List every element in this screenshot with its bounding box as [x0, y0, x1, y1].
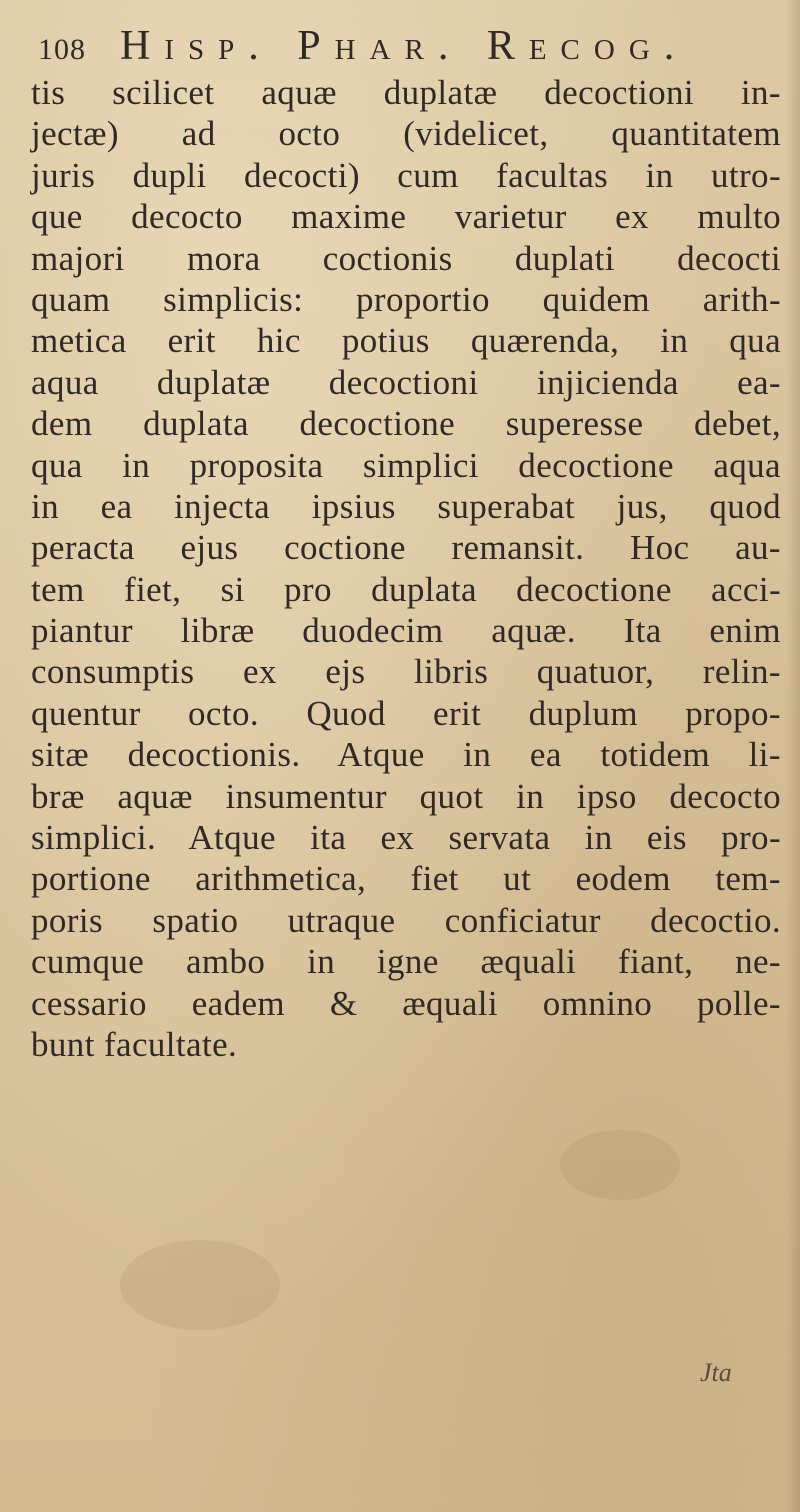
text-line: quentur octo. Quod erit duplum propo- — [31, 693, 781, 733]
text-line: cumque ambo in igne æquali fiant, ne- — [31, 942, 781, 982]
text-line: metica erit hic potius quærenda, in qua — [31, 321, 781, 361]
text-line: que decocto maxime varietur ex multo — [31, 197, 781, 237]
text-line: tem fiet, si pro duplata decoctione acci- — [31, 569, 781, 609]
page-number: 108 — [38, 33, 86, 66]
text-line: qua in proposita simplici decoctione aqua — [31, 445, 781, 485]
body-text — [31, 72, 781, 1065]
paper-stain — [120, 1240, 280, 1330]
text-line: majori mora coctionis duplati decocti — [31, 238, 781, 278]
running-head — [38, 22, 778, 72]
text-line: quam simplicis: proportio quidem arith- — [31, 279, 781, 319]
text-line: aqua duplatæ decoctioni injicienda ea- — [31, 362, 781, 402]
text-line: sitæ decoctionis. Atque in ea totidem li- — [31, 735, 781, 775]
paper-stain — [560, 1130, 680, 1200]
text-line: in ea injecta ipsius superabat jus, quod — [31, 486, 781, 526]
text-line: dem duplata decoctione superesse debet, — [31, 404, 781, 444]
text-line: juris dupli decocti) cum facultas in utro- — [31, 155, 781, 195]
text-line: portione arithmetica, fiet ut eodem tem- — [31, 859, 781, 899]
text-line: piantur libræ duodecim aquæ. Ita enim — [31, 611, 781, 651]
running-title: Hisp. Phar. Recog. — [120, 23, 689, 69]
catchword: Jta — [700, 1358, 732, 1387]
text-line: tis scilicet aquæ duplatæ decoctioni in- — [31, 73, 781, 112]
text-line: poris spatio utraque conficiatur decoctio. — [31, 900, 781, 940]
text-line: peracta ejus coctione remansit. Hoc au- — [31, 528, 781, 568]
text-line: cessario eadem & æquali omnino polle- — [31, 983, 781, 1023]
text-line: bunt facultate. — [31, 1024, 238, 1064]
text-line: jectæ) ad octo (videlicet, quantitatem — [31, 114, 781, 154]
text-line: simplici. Atque ita ex servata in eis pro- — [31, 818, 781, 858]
text-line: consumptis ex ejs libris quatuor, relin- — [31, 652, 781, 692]
text-line: bræ aquæ insumentur quot in ipso decocto — [31, 776, 781, 816]
